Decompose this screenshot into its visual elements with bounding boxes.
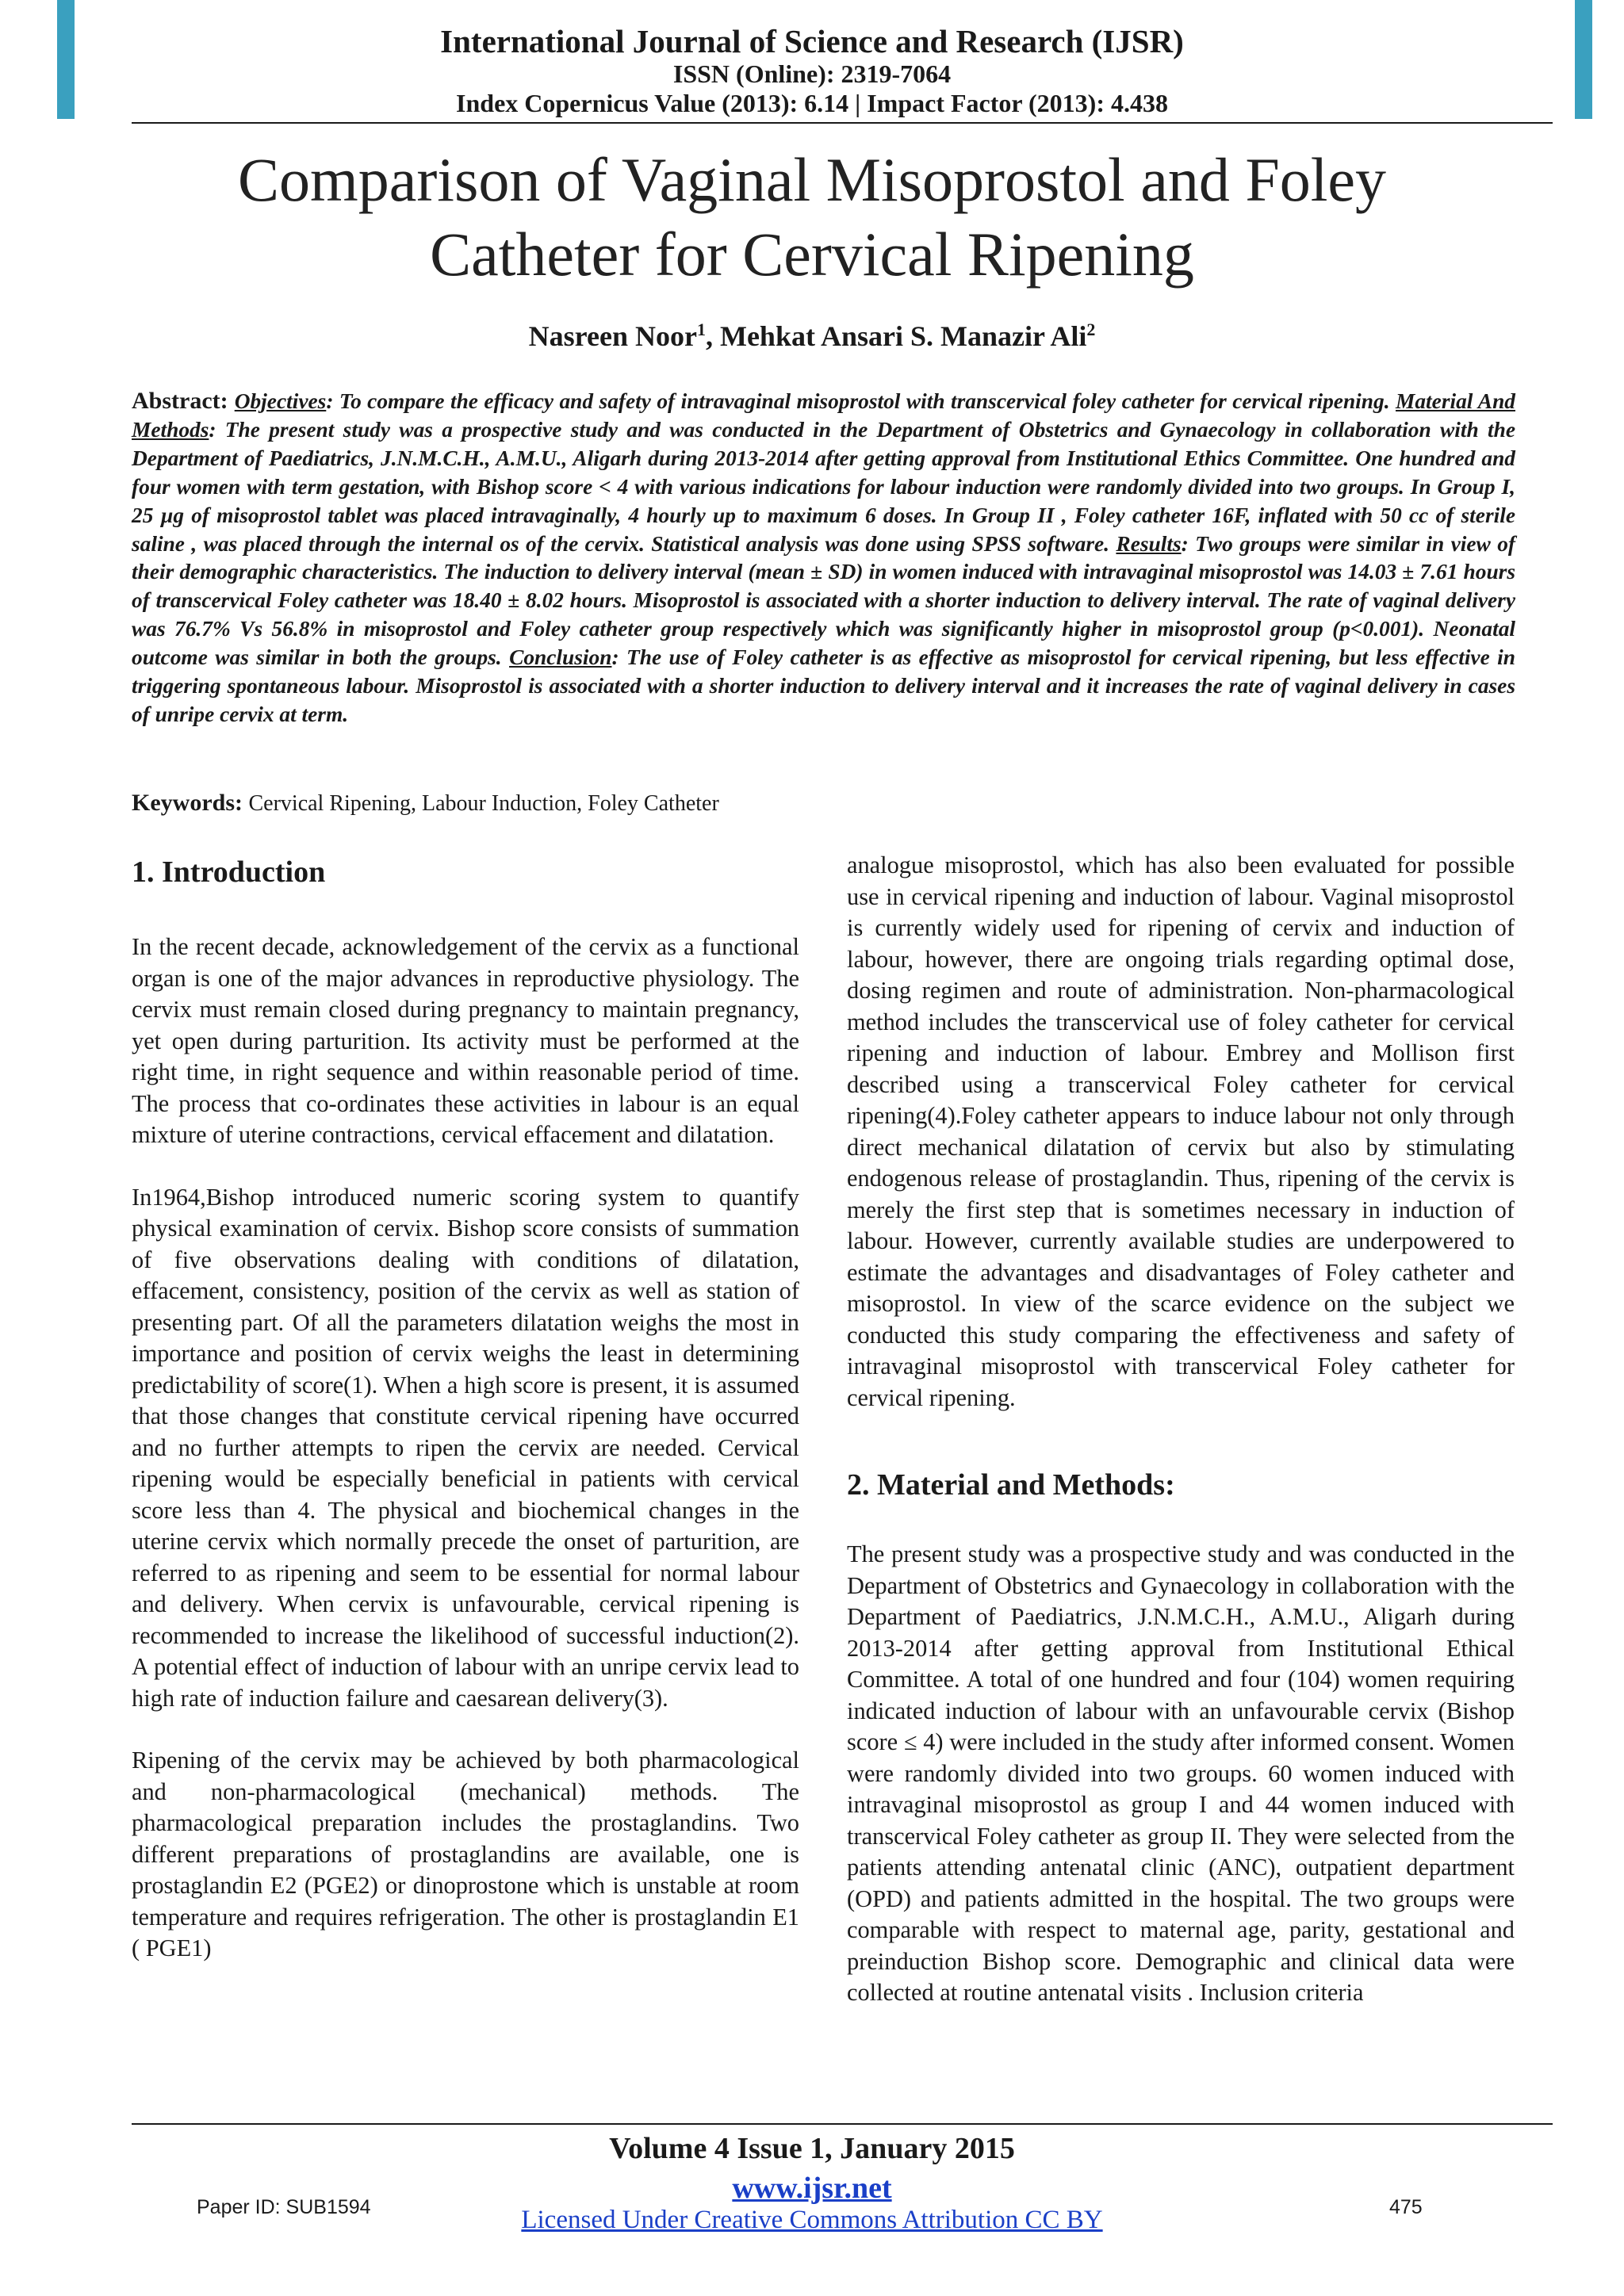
abstract-results-text: : Two groups were similar in view of their demographic characteristics. The induction to delivery interval (mean ± SD) in women induced with intravaginal misoprostol was 14.03 ± 7.61 hours of transcervical Foley catheter was 18.40 ± 8.02 hours. Misoprostol is associated with a shorter induction to delivery interval. The rate of vaginal delivery was 76.7% Vs 56.8% in misoprostol and Foley catheter group respectively which was significantly higher in misoprostol group (p<0.001). Neonatal outcome was similar in both the groups.: [132, 531, 1516, 670]
intro-paragraph-4: analogue misoprostol, which has also been evaluated for possible use in cervical ripening and induction of labour. Vaginal misoprostol is currently widely used for ripening of cervix and induction of labour, however, there are ongoing trials regarding optimal dose, dosing regimen and route of administration. Non-pharmacological method includes the transcervical use of foley catheter for cervical ripening and induction of labour. Embrey and Mollison first described using a transcervical Foley catheter for cervical ripening(4).Foley catheter appears to induce labour not only through direct mechanical dilatation of cervix but also by stimulating endogenous release of prostaglandin. Thus, ripening of the cervix is merely the first step that is sometimes necessary in induction of labour. However, currently available studies are underpowered to estimate the advantages and disadvantages of Foley catheter and misoprostol. In view of the scarce evidence on the subject we conducted this study comparing the effectiveness and safety of intravaginal misoprostol with transcervical Foley catheter for cervical ripening.: [847, 851, 1515, 1411]
footer-website-link[interactable]: www.ijsr.net: [732, 2172, 892, 2205]
footer-page-number: 475: [1389, 2196, 1423, 2218]
footer-volume: Volume 4 Issue 1, January 2015: [609, 2132, 1015, 2165]
abstract: [132, 387, 1515, 729]
author-2: Mehkat Ansari S. Manazir Ali: [719, 320, 1087, 352]
right-column: [847, 850, 1515, 2009]
journal-name: International Journal of Science and Research (IJSR): [440, 23, 1184, 59]
abstract-results-label: Results: [1116, 531, 1182, 556]
footer-paper-id: Paper ID: SUB1594: [197, 2196, 371, 2218]
author-2-affiliation: 2: [1086, 320, 1096, 339]
footer-divider: [132, 2123, 1553, 2125]
footer-license-link[interactable]: Licensed Under Creative Commons Attribution CC BY: [521, 2206, 1103, 2234]
keywords-text: Cervical Ripening, Labour Induction, Foley Catheter: [248, 791, 719, 816]
header-divider: [132, 122, 1553, 124]
methods-paragraph-1: The present study was a prospective study and was conducted in the Department of Obstetrics and Gynaecology in collaboration with the Department of Paediatrics, J.N.M.C.H., A.M.U., Aligarh during 2013-2014 after getting approval from Institutional Ethical Committee. A total of one hundred and four (104) women requiring indicated induction of labour with an unfavourable cervix (Bishop score ≤ 4) were included in the study after informed consent. Women were randomly divided into two groups. 60 women induced with intravaginal misoprostol as group I and 44 women induced with transcervical Foley catheter as group II. They were selected from the patients attending antenatal clinic (ANC), outpatient department (OPD) and patients admitted in the hospital. The two groups were comparable with respect to maternal age, parity, gestational and preinduction Bishop score. Demographic and clinical data were collected at routine antenatal visits . Inclusion criteria: [847, 1540, 1515, 2006]
intro-paragraph-3: Ripening of the cervix may be achieved by both pharmacological and non-pharmacological (mechanical) methods. The pharmacological preparation includes the prostaglandins. Two different preparations of prostaglandins are available, one is prostaglandin E2 (PGE2) or dinoprostone which is unstable at room temperature and requires refrigeration. The other is prostaglandin E1 ( PGE1): [132, 1747, 799, 1961]
journal-issn: ISSN (Online): 2319-7064: [672, 59, 952, 88]
authors: [0, 320, 1624, 353]
abstract-label: Abstract:: [132, 388, 235, 414]
abstract-conclusion-label: Conclusion: [509, 645, 612, 670]
journal-index: Index Copernicus Value (2013): 6.14 | Impact Factor (2013): 4.438: [456, 89, 1168, 117]
methods-heading: 2. Material and Methods:: [847, 1468, 1175, 1502]
abstract-conclusion-text: : The use of Foley catheter is as effective as misoprostol for cervical ripening, but less effective in triggering spontaneous labour. Misoprostol is associated with a shorter induction to delivery interval and it increases the rate of vaginal delivery in cases of unripe cervix at term.: [132, 645, 1515, 726]
intro-heading: 1. Introduction: [132, 855, 326, 889]
author-separator: ,: [705, 320, 720, 352]
paper-title: [0, 143, 1624, 292]
abstract-objectives-label: Objectives: [234, 389, 327, 413]
paper-title-line-1: Comparison of Vaginal Misoprostol and Foley: [238, 145, 1386, 214]
abstract-methods-label: Material And Methods: [132, 389, 1515, 442]
author-1-affiliation: 1: [696, 320, 706, 339]
abstract-objectives-text: : To compare the efficacy and safety of intravaginal misoprostol with transcervical foley catheter for cervical ripening.: [326, 389, 1396, 413]
intro-paragraph-1: In the recent decade, acknowledgement of the cervix as a functional organ is one of the major advances in reproductive physiology. The cervix must remain closed during pregnancy to maintain pregnancy, yet open during parturition. Its activity must be performed at the right time, in right sequence and within reasonable period of time. The process that co-ordinates these activities in labour is an equal mixture of uterine contractions, cervical effacement and dilatation.: [132, 933, 799, 1148]
intro-paragraph-2: In1964,Bishop introduced numeric scoring system to quantify physical examination of cervix. Bishop score consists of summation of five observations dealing with conditions of dilatation, effacement, consistency, position of the cervix as well as station of presenting part. Of all the parameters dilatation weighs the most in importance and position of cervix weighs the least in determining predictability of score(1). When a high score is present, it is assumed that those changes that constitute cervical ripening have occurred and no further attempts to ripen the cervix are needed. Cervical ripening would be especially beneficial in patients with cervical score less than 4. The physical and biochemical changes in the uterine cervix which normally precede the onset of parturition, are referred to as ripening and seem to be essential for normal labour and delivery. When cervix is unfavourable, cervical ripening is recommended to increase the likelihood of successful induction(2). A potential effect of induction of labour with an unripe cervix lead to high rate of induction failure and caesarean delivery(3).: [132, 1183, 799, 1712]
keywords-label: Keywords:: [132, 790, 249, 816]
paper-title-line-2: Catheter for Cervical Ripening: [430, 220, 1194, 289]
keywords: [132, 790, 719, 817]
abstract-methods-text: : The present study was a prospective study and was conducted in the Department of Obstetrics and Gynaecology in collaboration with the Department of Paediatrics, J.N.M.C.H., A.M.U., Aligarh during 2013-2014 after getting approval from Institutional Ethics Committee. One hundred and four women with term gestation, with Bishop score < 4 with various indications for labour induction were randomly divided into two groups. In Group I, 25 µg of misoprostol tablet was placed intravaginally, 4 hourly up to maximum 6 doses. In Group II , Foley catheter 16F, inflated with 50 cc of sterile saline , was placed through the internal os of the cervix. Statistical analysis was done using SPSS software.: [132, 417, 1515, 556]
left-column: [132, 850, 799, 1965]
author-1: Nasreen Noor: [528, 320, 697, 352]
